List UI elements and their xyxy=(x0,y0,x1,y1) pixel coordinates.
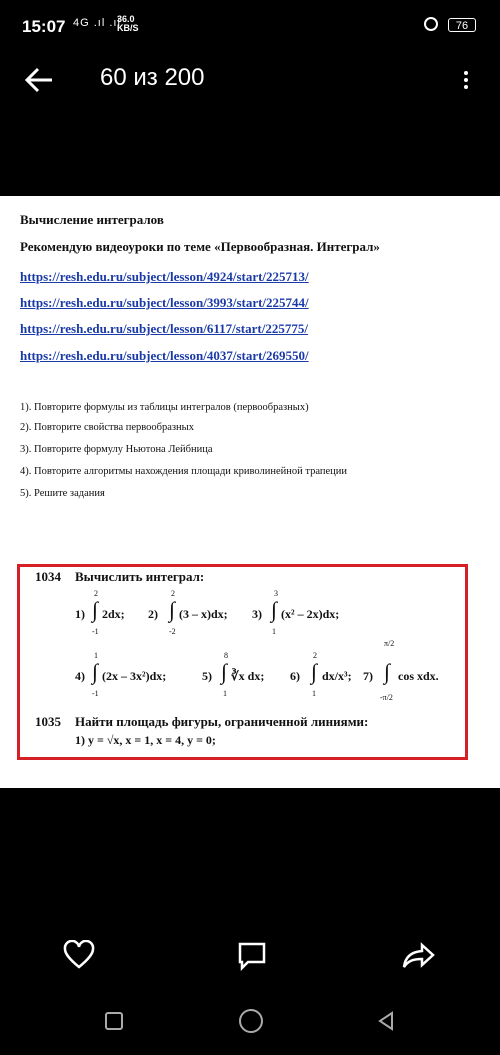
lower-limit: -π/2 xyxy=(380,693,393,702)
upper-limit: 2 xyxy=(313,651,317,660)
upper-limit: 1 xyxy=(94,651,98,660)
lower-limit: 1 xyxy=(272,627,276,636)
lower-limit: 1 xyxy=(223,689,227,698)
integral-sign: ∫ xyxy=(384,659,391,684)
battery-icon: 76 xyxy=(448,18,476,32)
integral-sign: ∫ xyxy=(311,659,318,684)
integrand: (x² – 2x)dx; xyxy=(281,607,340,621)
more-options-icon[interactable] xyxy=(456,68,476,94)
integral-sign: ∫ xyxy=(221,659,228,684)
bottom-bar xyxy=(0,920,500,1055)
back-arrow-icon[interactable] xyxy=(22,63,56,97)
item-number: 5) xyxy=(202,669,212,683)
integrand: (3 – x)dx; xyxy=(179,607,228,621)
document-subheading: Рекомендую видеоуроки по теме «Первообразная. Интеграл» xyxy=(20,239,380,254)
upper-limit: 3 xyxy=(274,589,278,598)
problems-box xyxy=(17,564,468,760)
upper-limit: π/2 xyxy=(384,639,395,648)
lesson-link[interactable]: https://resh.edu.ru/subject/lesson/4037/start/269550/ xyxy=(20,348,309,363)
status-bar xyxy=(0,0,500,50)
item-number: 2) xyxy=(148,607,158,621)
integrand: 2dx; xyxy=(102,607,125,621)
item-number: 6) xyxy=(290,669,300,683)
back-icon[interactable] xyxy=(376,1011,396,1036)
upper-limit: 2 xyxy=(171,589,175,598)
problem-number: 1034 xyxy=(35,569,61,584)
integrand: cos xdx. xyxy=(398,669,439,683)
document-heading: Вычисление интегралов xyxy=(20,212,164,227)
lesson-link[interactable]: https://resh.edu.ru/subject/lesson/6117/start/225775/ xyxy=(20,321,308,336)
integral-sign: ∫ xyxy=(92,659,99,684)
lower-limit: -1 xyxy=(92,627,99,636)
status-time: 15:07 xyxy=(22,17,66,36)
problem-number: 1035 xyxy=(35,714,61,729)
lower-limit: 1 xyxy=(312,689,316,698)
task-item: 2). Повторите свойства первообразных xyxy=(20,422,194,433)
recents-icon[interactable] xyxy=(104,1011,124,1036)
home-icon[interactable] xyxy=(238,1008,264,1039)
network-speed-unit: KB/S xyxy=(117,23,139,33)
app-bar xyxy=(0,50,500,110)
task-item: 1). Повторите формулы из таблицы интегралов (первообразных) xyxy=(20,402,309,413)
upper-limit: 2 xyxy=(94,589,98,598)
document-image[interactable] xyxy=(0,196,500,788)
comment-icon[interactable] xyxy=(236,940,268,977)
item-number: 4) xyxy=(75,669,85,683)
rotation-lock-icon xyxy=(424,17,438,31)
network-speed-value: 36.0 xyxy=(117,14,135,24)
item-number: 1) xyxy=(75,607,85,621)
heart-icon[interactable] xyxy=(63,940,95,975)
task-item: 3). Повторите формулу Ньютона Лейбница xyxy=(20,444,213,455)
signal-icon: 4G .ıl .ıl xyxy=(73,17,121,29)
integrand: ∛x dx; xyxy=(231,669,265,683)
lower-limit: -2 xyxy=(169,627,176,636)
item-number: 3) xyxy=(252,607,262,621)
task-item: 4). Повторите алгоритмы нахождения площади криволинейной трапеции xyxy=(20,466,348,477)
problem-item: 1) y = √x, x = 1, x = 4, y = 0; xyxy=(75,733,216,747)
share-icon[interactable] xyxy=(402,942,436,975)
problem-title: Найти площадь фигуры, ограниченной линиями: xyxy=(75,714,369,729)
problem-title: Вычислить интеграл: xyxy=(75,569,205,584)
upper-limit: 8 xyxy=(224,651,228,660)
lesson-link[interactable]: https://resh.edu.ru/subject/lesson/4924/start/225713/ xyxy=(20,269,309,284)
integrand: (2x – 3x²)dx; xyxy=(102,669,167,683)
item-number: 7) xyxy=(363,669,373,683)
lesson-link[interactable]: https://resh.edu.ru/subject/lesson/3993/start/225744/ xyxy=(20,295,309,310)
integral-sign: ∫ xyxy=(271,597,278,622)
integral-sign: ∫ xyxy=(92,597,99,622)
lower-limit: -1 xyxy=(92,689,99,698)
task-item: 5). Решите задания xyxy=(20,488,105,499)
integral-sign: ∫ xyxy=(169,597,176,622)
integrand: dx/x³; xyxy=(322,669,352,683)
network-speed xyxy=(117,15,139,33)
page-counter: 60 из 200 xyxy=(100,64,205,91)
